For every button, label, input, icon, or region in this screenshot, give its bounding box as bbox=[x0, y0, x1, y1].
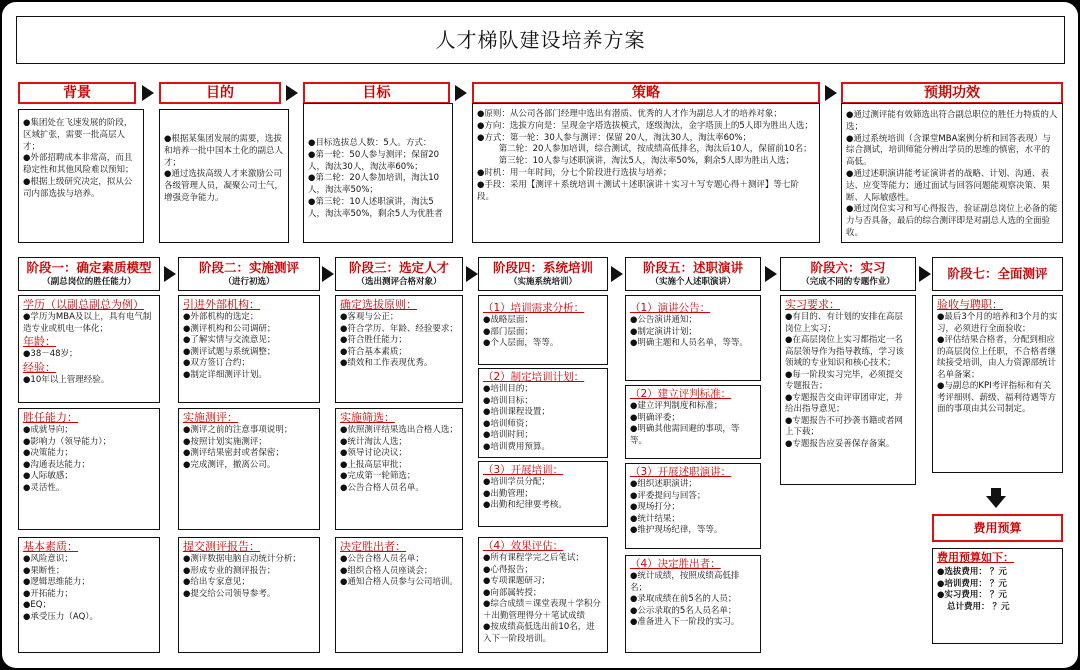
header-strategy: 策略 bbox=[472, 82, 820, 104]
stage-4-needs-analysis: （1）培训需求分析： ●战略层面； ●部门层面； ●个人层面，等等。 bbox=[478, 295, 608, 365]
arrow-icon bbox=[142, 85, 154, 101]
header-goal: 目标 bbox=[303, 82, 450, 104]
stage-4-evaluation: （4）效果评估： ●所有课程学完之后笔试； ●心得报告； ●专项课题研习； ●向部属转授； ●综合成绩＝课堂表现＋学积分＋出勤管理得分＋笔试成绩 ●按成绩高低选出前10名，进入下一阶段培训。 bbox=[478, 537, 608, 653]
header-background: 背景 bbox=[18, 82, 136, 104]
stage-1-header: 阶段一：确定素质模型 （副总岗位的胜任能力） bbox=[18, 257, 160, 291]
arrow-icon bbox=[286, 85, 298, 101]
page-title: 人才梯队建设培养方案 bbox=[16, 16, 1065, 64]
strategy-box: ●原则：从公司各部门经理中选出有潜质、优秀的人才作为副总人才的培养对象； ●方向：选拔方向是：呈现金字塔选拔模式，逐级淘汰，金字塔顶上的5人即为胜出人选； ●方式：第一轮：30人参与测评：保留 20人，淘汰30人，淘汰率60%； 第二轮：20人参加培训，综合测试，按成绩高低排名，淘汰后10人，保留前10名； 第三轮：10人参与述职演讲，淘汰5人，淘汰率50%，剩余5人即为胜出人选； ●时机：用一年时间，分七个阶段进行选拔与培养； ●手段：采用【测评＋系统培训＋测试＋述职演讲＋实习＋写专题心得＋测评】等七阶段。 bbox=[472, 103, 820, 243]
stage-5-announcement: （1）演讲公告： ●公告演讲通知； ●制定演讲计划； ●明确主题和人员名单，等等。 bbox=[625, 295, 761, 381]
stage-7-header: 阶段七：全面测评 bbox=[932, 257, 1063, 291]
stage-1-requirements: 学历（以副总副总为例） ●学历为MBA及以上，具有电气制造专业或机电一体化； 年龄： ●38－48岁； 经验： ●10年以上管理经验。 bbox=[18, 295, 160, 403]
stage-5-winners: （4）决定胜出者： ●统计成绩，按照成绩高低排 名； ●录取成绩在前5名的人员； ●公示录取的5名人员名单； ●准备进入下一阶段的实习。 bbox=[625, 555, 761, 653]
arrow-icon bbox=[322, 266, 334, 282]
header-purpose: 目的 bbox=[159, 82, 281, 104]
stage-3-principles: 确定选拔原则： ●客观与公正； ●符合学历、年龄、经验要求； ●符合胜任能力； ●符合基本素质； ●绩效和工作表现优秀。 bbox=[335, 295, 463, 403]
arrow-icon bbox=[164, 266, 176, 282]
budget-row: ●实习费用： ？元 bbox=[937, 590, 1007, 600]
stage-4-header: 阶段四：系统培训 （实施系统培训） bbox=[478, 257, 608, 291]
budget-title: 费用预算 bbox=[932, 514, 1063, 542]
stage-2-implement-test: 实施测评： ●测评之前的注意事项说明； ●按照计划实施测评； ●测评结果密封或者保密； ●完成测评，撤离公司。 bbox=[178, 408, 320, 530]
stage-4-training-plan: （2）制定培训计划： ●培训目的； ●培训目标； ●培训课程设置； ●培训师资； ●培训时间； ●培训费用预算。 bbox=[478, 368, 608, 458]
stage-6-internship: 实习要求： ●有目的、有计划的安排在高层岗位上实习； ●在高层岗位上实习都指定一名高层领导作为指导教练，学习该领域的专业知识和核心技术； ●每一阶段实习完毕，必须提交专题报告； ●专题报告交由评审团审定，并给出指导意见； ●专题报告不可抄袭书籍或者网上下载； ●专题报告应妥善保存备案。 bbox=[780, 295, 916, 485]
budget-box: 费用预算如下： ●选拔费用： ？元 ●培训费用： ？元 ●实习费用： ？元 总计费用： ？元 bbox=[932, 548, 1063, 644]
arrow-down-icon bbox=[986, 496, 1006, 508]
arrow-icon bbox=[611, 266, 623, 282]
stage-5-speech: （3）开展述职演讲： ●组织述职演讲； ●评委提问与回答； ●现场打分； ●统计结果； ●维护现场纪律，等等。 bbox=[625, 463, 761, 549]
stage-3-screening: 实施筛选： ●依照测评结果选出合格人选； ●统计淘汰人选； ●领导讨论决议； ●上报高层审批； ●完成第一轮筛选； ●公告合格人员名单。 bbox=[335, 408, 463, 530]
purpose-box: ●根据某集团发展的需要，选拔和培养一批中国本土化的副总人才； ●通过选拔高级人才来激励公司各级管理人员，凝聚公司士气，增强竞争能力。 bbox=[159, 109, 289, 243]
stage-1-basic-qualities: 基本素质： ●风险意识； ●果断性； ●逻辑思维能力； ●开拓能力； ●EQ； ●承受压力（AQ）。 bbox=[18, 537, 160, 653]
arrow-icon bbox=[919, 266, 931, 282]
stage-2-external-agency: 引进外部机构： ●外部机构的选定； ●测评机构和公司调研； ●了解实情与交流意见； ●测评试题与系统调整； ●双方签订合约； ●制定详细测评计划。 bbox=[178, 295, 320, 403]
stage-3-winners: 决定胜出者： ●公告合格人员名单； ●组织合格人员座谈会； ●通知合格人员参与公司培训。 bbox=[335, 537, 463, 653]
background-box: ●集团处在飞速发展的阶段，区域扩张，需要一批高层人才； ●外部招聘成本非常高，而且稳定性和其他风险难以预知； ●根据上级研究决定，拟从公司内部选拔与培养。 bbox=[18, 109, 144, 243]
stage-5-header: 阶段五：述职演讲 （实施个人述职演讲） bbox=[625, 257, 761, 291]
stage-2-header: 阶段二：实施测评 （进行初选） bbox=[178, 257, 320, 291]
stage-1-competencies: 胜任能力： ●成就导向； ●影响力（领导能力）； ●决策能力； ●沟通表达能力； ●人际敏感； ●灵活性。 bbox=[18, 408, 160, 530]
arrow-icon bbox=[765, 266, 777, 282]
stage-6-header: 阶段六：实习 （完成不同的专题作业） bbox=[780, 257, 916, 291]
stage-7-acceptance: 验收与聘职： ●最后3个月的培养和3个月的实习，必须进行全面验收； ●评估结果合格者，分配到相应的高层岗位上任职，不合格者继续接受培训，由人力资源部统计名单备案； ●与副总的KPI考评指标和有关考评细则、薪级、福利待遇等方面的事项由其公司制定。 bbox=[932, 295, 1063, 473]
budget-row: ●选拔费用： ？元 bbox=[937, 567, 1007, 577]
budget-row: ●培训费用： ？元 bbox=[937, 578, 1007, 589]
stage-4-conduct-training: （3）开展培训： ●培训学员分配； ●出勤管理； ●出勤和纪律要考核。 bbox=[478, 461, 608, 527]
stage-5-criteria: （2）建立评判标准： ●建立评判制度和标准； ●明确评委； ●明确其他需回避的事项，等等。 bbox=[625, 385, 761, 459]
effect-box: ●通过测评能有效筛选出符合副总职位的胜任力特质的人选； ●通过系统培训（含课堂MBA案例分析和回答表现）与综合测试，培训师能分辨出学员的思维的慎密，水平的高低。 ●通过述职演讲能考证演讲者的战略、计划、沟通、表达、应变等能力；通过面试与回答问题能观察决策、果断、人际敏感性。 ●通过岗位实习和写心得报告，验证副总岗位上必备的能力与否具备，最后的综合测评即是对副总人选的全面验收。 bbox=[841, 103, 1063, 243]
arrow-down-icon bbox=[991, 488, 1001, 496]
stage-2-report: 提交测评报告： ●测评数据电脑自动统计分析； ●形成专业的测评报告； ●给出专家意见； ●提交给公司领导参考。 bbox=[178, 537, 320, 653]
arrow-icon bbox=[466, 266, 478, 282]
budget-row: 总计费用： ？元 bbox=[947, 601, 1010, 612]
page bbox=[2, 2, 1078, 668]
header-effect: 预期功效 bbox=[841, 82, 1063, 104]
stage-3-header: 阶段三：选定人才 （选出测评合格对象） bbox=[335, 257, 463, 291]
goal-box: ●目标选拔总人数：5人。方式： ●第一轮：50人参与测评；保留20人，淘汰30人，淘汰率60%； ●第二轮：20人参加培训，淘汰10人，淘汰率50%； ●第三轮：10人述职演讲，淘汰5人，淘汰率50%，剩余5人为优胜者 bbox=[303, 103, 453, 243]
arrow-icon bbox=[825, 85, 837, 101]
arrow-icon bbox=[455, 85, 467, 101]
